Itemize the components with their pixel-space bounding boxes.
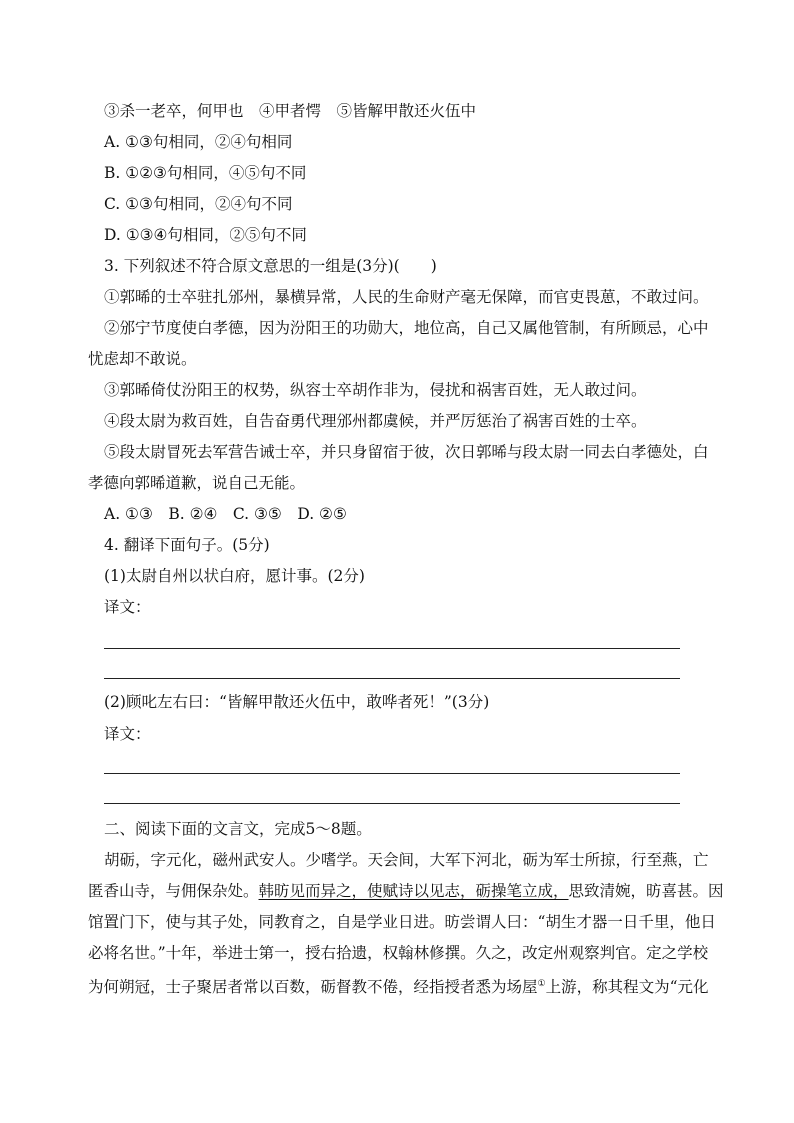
passage-segment: 思致清婉，昉喜甚。因 [568,882,724,900]
underlined-passage: 韩昉见而异之，使赋诗以见志，砺操笔立成， [258,882,569,900]
statement-4: ④段太尉为救百姓，自告奋勇代理邠州都虞候，并严厉惩治了祸害百姓的士卒。 [104,412,647,430]
question-3: 3. 下列叙述不符合原文意思的一组是(3分)( ) [104,257,437,275]
translation-label-2: 译文： [104,725,151,743]
statement-1: ①郭晞的士卒驻扎邠州，暴横异常，人民的生命财产毫无保障，而官吏畏葸，不敢过问。 [104,288,709,306]
option-a: A. ①③句相同，②④句相同 [104,133,293,151]
passage-line: 馆置门下，使与其子处，同教育之，自是学业日进。昉尝谓人曰：“胡生才器一日千里，他日 [88,913,716,931]
answer-line [104,678,680,679]
statement-3: ③郭晞倚仗汾阳王的权势，纵容士卒胡作非为，侵扰和祸害百姓，无人敢过问。 [104,381,647,399]
passage-line [88,973,709,998]
option-c: C. ①③句相同，②④句不同 [104,195,293,213]
question-4: 4. 翻译下面句子。(5分) [104,536,270,554]
section-2-heading: 二、阅读下面的文言文，完成5～8题。 [104,820,372,838]
passage-line: 必将名世。”十年，举进士第一，授右拾遗，权翰林修撰。久之，改定州观察判官。定之学校 [88,944,709,962]
option-d: D. ①③④句相同，②⑤句不同 [104,226,307,244]
statement-2: ②邠宁节度使白孝德，因为汾阳王的功勋大，地位高，自己又属他管制，有所顾忌，心中 [104,319,709,337]
translation-label-1: 译文： [104,598,151,616]
answer-options: A. ①③ B. ②④ C. ③⑤ D. ②⑤ [104,505,347,523]
answer-line [104,648,680,649]
answer-line [104,773,680,774]
answer-line [104,803,680,804]
passage-line [88,880,724,902]
text-line: ③杀一老卒，何甲也 ④甲者愕 ⑤皆解甲散还火伍中 [104,102,477,120]
sentence-1: (1)太尉自州以状白府，愿计事。(2分) [104,567,365,585]
passage-line: 胡砺，字元化，磁州武安人。少嗜学。天会间，大军下河北，砺为军士所掠，行至燕，亡 [104,851,709,869]
statement-2-cont: 忧虑却不敢说。 [88,350,197,368]
passage-segment: 匿香山寺，与佣保杂处。 [88,882,259,900]
footnote-marker: ① [537,979,546,989]
passage-segment: 为何朔冠，士子聚居者常以百数，砺督教不倦，经指授者悉为场屋 [88,978,538,997]
passage-segment: 上游，称其程文为“元化 [545,978,709,997]
statement-5-cont: 孝德向郭晞道歉，说自己无能。 [88,474,306,492]
statement-5: ⑤段太尉冒死去军营告诫士卒，并只身留宿于彼，次日郭晞与段太尉一同去白孝德处，白 [104,443,709,461]
sentence-2: (2)顾叱左右曰：“皆解甲散还火伍中，敢哗者死！”(3分) [104,693,490,711]
option-b: B. ①②③句相同，④⑤句不同 [104,164,307,182]
